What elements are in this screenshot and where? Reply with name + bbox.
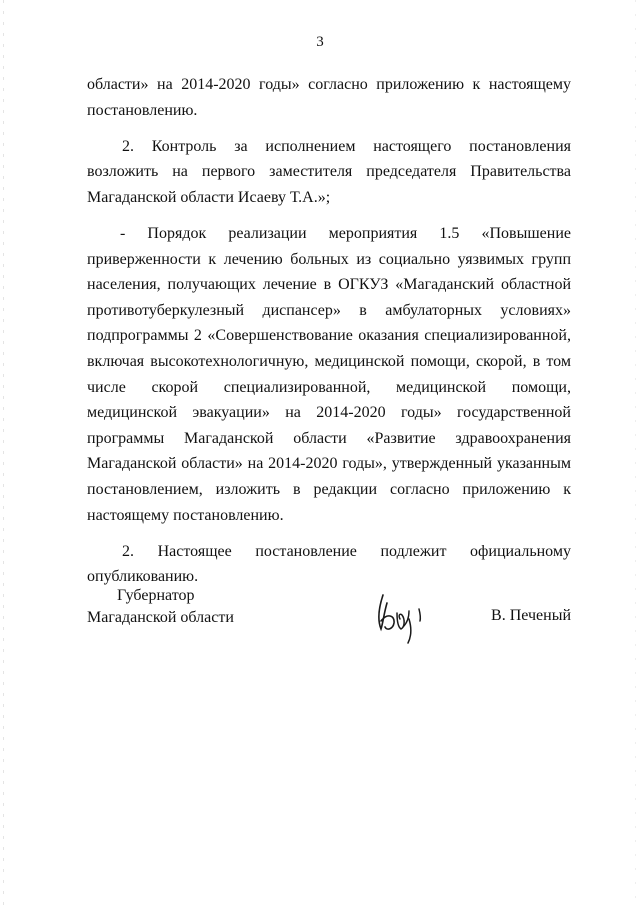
page-number: 3 (316, 34, 324, 50)
scan-edge-right (635, 0, 636, 905)
signatory-title (87, 585, 247, 629)
paragraph-continuation: области» на 2014-2020 годы» согласно приложению к настоящему постановлению. (87, 76, 571, 119)
signatory-title-line1: Губернатор (117, 587, 195, 604)
paragraph-procedure: - Порядок реализации мероприятия 1.5 «Повышение приверженности к лечению больных из социально уязвимых групп населения, получающих лечение в ОГКУЗ «Магаданский областной противотуберкулезный диспансер» в амбулаторных условиях» подпрограммы 2 «Совершенствование оказания специализированной, включая высокотехнологичную, медицинской помощи, скорой, в том числе скорой специализированной, медицинской помощи, медицинской эвакуации» на 2014-2020 годы» государственной программы Магаданской области «Развитие здравоохранения Магаданской области» на 2014-2020 годы», утвержденный указанным постановлением, изложить в редакции согласно приложению к настоящему постановлению. (87, 224, 571, 524)
signature-block (87, 585, 571, 655)
handwritten-signature (367, 573, 447, 645)
paragraph-publication: 2. Настоящее постановление подлежит официальному опубликованию. (87, 542, 571, 586)
paragraph-control: 2. Контроль за исполнением настоящего постановления возложить на первого заместителя председателя Правительства Магаданской области Исаеву Т.А.»; (87, 137, 571, 206)
signatory-title-line2: Магаданской области (87, 609, 234, 626)
scan-edge-left (3, 0, 4, 905)
document-body (87, 72, 571, 590)
signatory-name: В. Печеный (491, 607, 571, 624)
